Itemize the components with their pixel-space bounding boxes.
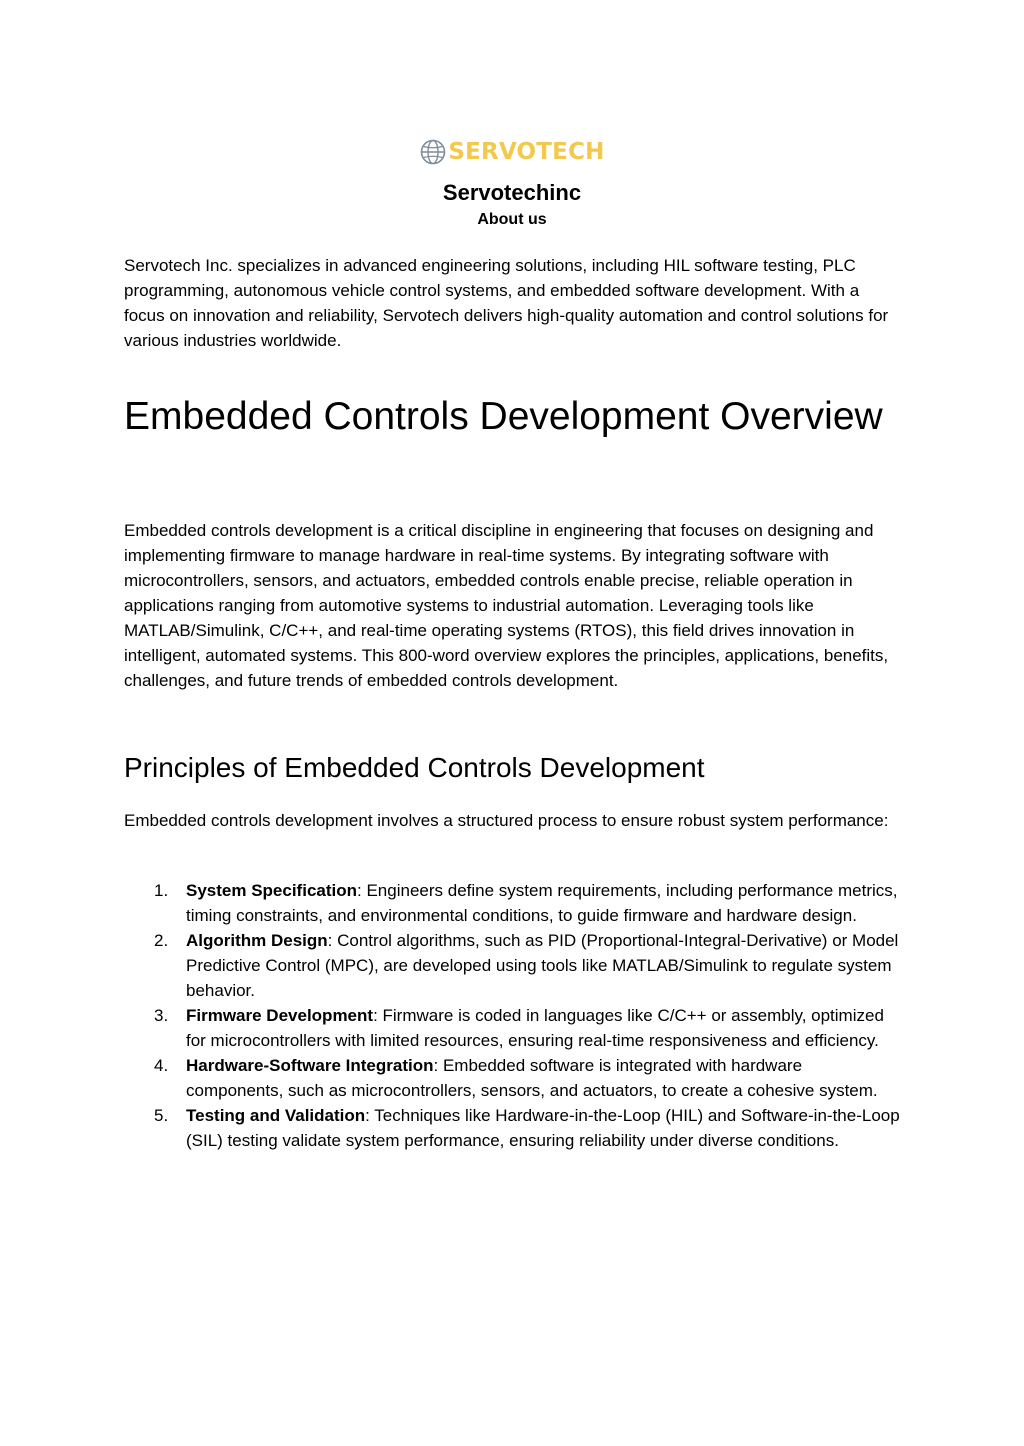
list-item [124,1003,904,1053]
intro-paragraph: Servotech Inc. specializes in advanced engineering solutions, including HIL software testing, PLC programming, autonomous vehicle control systems, and embedded software development. With a focus on innovation and reliability, Servotech delivers high-quality automation and control solutions for various industries worldwide. [124,256,889,350]
list-item [124,928,904,1003]
list-item [124,878,904,928]
list-item-number: 1. [154,881,169,900]
list-item-text: : Techniques like Hardware-in-the-Loop (HIL) and Software-in-the-Loop (SIL) testing validate system performance, ensuring reliability under diverse conditions. [186,1106,900,1150]
section-title-principles: Principles of Embedded Controls Development [124,752,705,783]
logo-text: SERVOTECH [448,139,605,165]
list-item-text: : Firmware is coded in languages like C/C++ or assembly, optimized for microcontrollers with limited resources, ensuring real-time responsiveness and efficiency. [186,1006,884,1050]
globe-icon [419,138,447,166]
list-item-title: System Specification [186,881,358,900]
list-item-number: 2. [154,931,169,950]
list-item-number: 4. [154,1056,169,1075]
page-title: Embedded Controls Development Overview [124,395,883,438]
list-item-title: Hardware-Software Integration [186,1056,434,1075]
list-item-text: : Embedded software is integrated with hardware components, such as microcontrollers, sensors, and actuators, to create a cohesive system. [186,1056,878,1100]
company-name: Servotechinc [442,180,582,205]
list-item [124,1053,904,1103]
principles-list [124,878,904,1153]
document-header [0,136,1024,230]
list-item-number: 5. [154,1106,169,1125]
list-item-title: Algorithm Design [186,931,328,950]
about-us-label: About us [477,211,547,228]
overview-paragraph: Embedded controls development is a critical discipline in engineering that focuses on designing and implementing firmware to manage hardware in real-time systems. By integrating software with microcontrollers, sensors, and actuators, embedded controls enable precise, reliable operation in applications ranging from automotive systems to industrial automation. Leveraging tools like MATLAB/Simulink, C/C++, and real-time operating systems (RTOS), this field drives innovation in intelligent, automated systems. This 800-word overview explores the principles, applications, benefits, challenges, and future trends of embedded controls development. [124,521,889,690]
principles-intro-paragraph: Embedded controls development involves a structured process to ensure robust system performance: [124,811,889,830]
list-item-number: 3. [154,1006,169,1025]
list-item [124,1103,904,1153]
list-item-title: Firmware Development [186,1006,374,1025]
list-item-title: Testing and Validation [186,1106,366,1125]
list-item-text: : Engineers define system requirements, including performance metrics, timing constraints, and environmental conditions, to guide firmware and hardware design. [186,881,898,925]
company-logo [419,136,604,168]
list-item-text: : Control algorithms, such as PID (Proportional-Integral-Derivative) or Model Predictive Control (MPC), are developed using tools like MATLAB/Simulink to regulate system behavior. [186,931,899,1000]
